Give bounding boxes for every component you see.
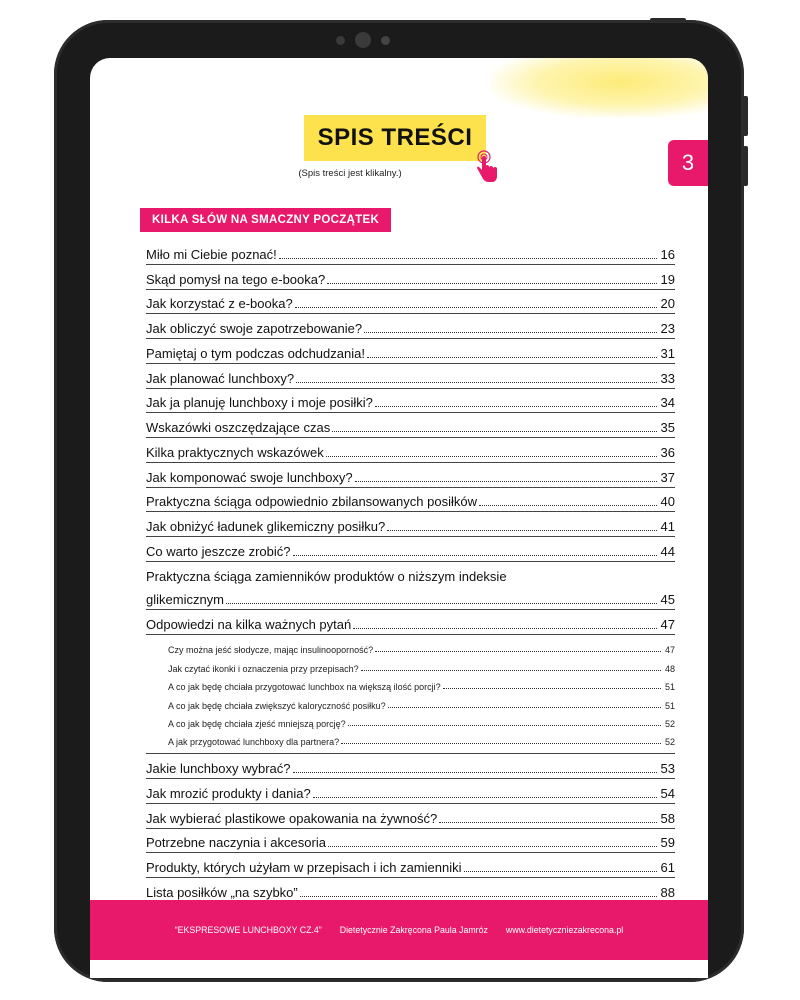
leader-dots: [341, 742, 661, 744]
toc-entry-page: 41: [660, 519, 675, 534]
toc-entry-title: Jak planować lunchboxy?: [146, 370, 295, 386]
toc-subentry-title: A co jak będę chciała zwiększyć kaloryczność posiłku?: [168, 700, 386, 711]
toc-subentry[interactable]: [168, 731, 675, 749]
toc-entry-title: Jak obliczyć swoje zapotrzebowanie?: [146, 321, 363, 336]
toc-entry-title: Potrzebne naczynia i akcesoria: [146, 835, 326, 851]
toc-subentry[interactable]: [168, 639, 675, 657]
toc-entry[interactable]: [146, 463, 675, 488]
toc-entry-page: 58: [660, 810, 675, 826]
toc-entry-page: 20: [660, 296, 675, 312]
leader-dots: [326, 455, 657, 457]
toc-entry-continued[interactable]: [146, 586, 675, 611]
section-label: KILKA SŁÓW NA SMACZNY POCZĄTEK: [140, 208, 391, 232]
toc-entry[interactable]: [146, 779, 675, 804]
toc-entry-page: 35: [660, 420, 675, 435]
toc-entry-page: 33: [660, 370, 675, 386]
toc-entry-title: Jak obniżyć ładunek glikemiczny posiłku?: [146, 519, 386, 534]
leader-dots: [364, 331, 656, 333]
toc-entry[interactable]: [146, 488, 675, 513]
sensor-dot: [381, 36, 390, 45]
page-screen: [90, 58, 708, 978]
toc-entry-title: Wskazówki oszczędzające czas: [146, 420, 331, 435]
toc-entry-page: 59: [660, 835, 675, 851]
toc-entry-title: Pamiętaj o tym podczas odchudzania!: [146, 345, 365, 361]
leader-dots: [226, 602, 657, 604]
toc-entry-title: Jakie lunchboxy wybrać?: [146, 761, 291, 777]
toc-subentry-page: 52: [664, 718, 675, 729]
toc-entry-title: Kilka praktycznych wskazówek: [146, 444, 324, 460]
toc-subentry[interactable]: [168, 676, 675, 694]
toc-entry-page: 44: [660, 543, 675, 559]
leader-dots: [367, 356, 657, 358]
page-title: SPIS TREŚCI: [317, 124, 473, 151]
leader-dots: [375, 650, 661, 652]
toc-entry[interactable]: [146, 290, 675, 315]
toc-entry-title: Jak ja planuję lunchboxy i moje posiłki?: [146, 395, 373, 411]
toc-entry[interactable]: [146, 829, 675, 854]
page-number-tab: 3: [668, 140, 708, 186]
toc-entry-page: 16: [660, 246, 675, 262]
leader-dots: [295, 306, 657, 308]
toc-entry-title: glikemicznym: [146, 592, 225, 608]
toc-entry[interactable]: [146, 240, 675, 265]
toc-subentry-title: A co jak będę chciała zjeść mniejszą porcję?: [168, 718, 346, 729]
toc-entry-page: 61: [660, 860, 675, 876]
leader-dots: [439, 821, 656, 823]
toc-subentry-title: A jak przygotować lunchboxy dla partnera?: [168, 737, 340, 748]
toc-entry-page: 40: [660, 494, 675, 510]
footer-url[interactable]: www.dietetyczniezakrecona.pl: [505, 925, 624, 935]
leader-dots: [313, 796, 657, 798]
page-footer: [90, 900, 708, 960]
toc-entry-wrapped[interactable]: [146, 562, 675, 586]
toc-entry[interactable]: [146, 364, 675, 389]
toc-subentry-page: 51: [664, 700, 675, 711]
title-highlight: [304, 115, 486, 161]
leader-dots: [375, 405, 657, 407]
leader-dots: [388, 706, 661, 708]
toc-entry-title: Lista posiłków „na szybko”: [146, 884, 298, 900]
toc-subentry-page: 47: [664, 645, 675, 656]
leader-dots: [279, 257, 657, 259]
subtitle-note: (Spis treści jest klikalny.): [298, 168, 402, 179]
toc-entry-title: Odpowiedzi na kilka ważnych pytań: [146, 617, 352, 632]
leader-dots: [328, 845, 657, 847]
toc-subentry-title: A co jak będę chciała przygotować lunchbox na większą ilość porcji?: [168, 682, 441, 693]
toc-entry[interactable]: [146, 389, 675, 414]
toc-entry[interactable]: [146, 853, 675, 878]
camera-bar: [336, 30, 390, 50]
toc-entry[interactable]: [146, 754, 675, 779]
toc-entry-title: Jak mrozić produkty i dania?: [146, 785, 311, 801]
leader-dots: [296, 381, 656, 383]
leader-dots: [293, 554, 657, 556]
toc-subentry[interactable]: [168, 657, 675, 675]
toc-entry-page: 47: [660, 617, 675, 632]
leader-dots: [443, 687, 661, 689]
toc-entry[interactable]: [146, 804, 675, 829]
footer-author: Dietetycznie Zakręcona Paula Jamróz: [339, 925, 488, 935]
footer-book-title: “EKSPRESOWE LUNCHBOXY CZ.4”: [174, 925, 322, 935]
toc-entry[interactable]: [146, 610, 675, 635]
toc-entry-page: 34: [660, 395, 675, 411]
toc-entry-page: 23: [660, 321, 675, 336]
toc-entry-title: Co warto jeszcze zrobić?: [146, 543, 291, 559]
toc-entry-page: 54: [660, 785, 675, 801]
toc-subentry[interactable]: [168, 713, 675, 731]
toc-entry-title: Produkty, których użyłam w przepisach i ich zamienniki: [146, 860, 462, 876]
toc-subentry-title: Jak czytać ikonki i oznaczenia przy przepisach?: [168, 663, 359, 674]
table-of-contents: [146, 240, 675, 928]
tablet-side-button-1: [743, 96, 748, 136]
toc-entry-title: Praktyczna ściąga zamienników produktów o niższym indeksie: [146, 568, 507, 584]
toc-entry-page: 88: [660, 884, 675, 900]
toc-entry-title: Praktyczna ściąga odpowiednio zbilansowanych posiłków: [146, 494, 477, 510]
toc-entry[interactable]: [146, 314, 675, 339]
leader-dots: [355, 480, 657, 482]
toc-entry-title: Jak korzystać z e-booka?: [146, 296, 293, 312]
yellow-paint-splash: [490, 58, 708, 118]
leader-dots: [387, 529, 656, 531]
toc-subentry-page: 52: [664, 737, 675, 748]
toc-subentry-title: Czy można jeść słodycze, mając insulinooporność?: [168, 645, 374, 656]
toc-entry[interactable]: [146, 265, 675, 290]
toc-subentry[interactable]: [168, 694, 675, 712]
toc-subentry-page: 51: [664, 682, 675, 693]
toc-entry[interactable]: [146, 438, 675, 463]
toc-entry-title: Jak wybierać plastikowe opakowania na żywność?: [146, 810, 438, 826]
toc-entry-title: Miło mi Ciebie poznać!: [146, 246, 277, 262]
leader-dots: [361, 669, 661, 671]
toc-entry-page: 53: [660, 761, 675, 777]
toc-entry-page: 36: [660, 444, 675, 460]
camera-lens: [355, 32, 371, 48]
leader-dots: [479, 504, 657, 506]
toc-subentry-page: 48: [664, 663, 675, 674]
toc-entry-page: 37: [660, 469, 675, 485]
leader-dots: [332, 430, 656, 432]
leader-dots: [293, 771, 657, 773]
toc-entry[interactable]: [146, 339, 675, 364]
toc-entry[interactable]: [146, 413, 675, 438]
toc-entry[interactable]: [146, 537, 675, 562]
toc-entry-title: Skąd pomysł na tego e-booka?: [146, 271, 326, 287]
tablet-side-button-2: [743, 146, 748, 186]
leader-dots: [353, 627, 656, 629]
leader-dots: [348, 724, 661, 726]
toc-entry-page: 45: [660, 592, 675, 608]
leader-dots: [464, 870, 657, 872]
toc-entry[interactable]: [146, 512, 675, 537]
toc-entry-title: Jak komponować swoje lunchboxy?: [146, 469, 353, 485]
leader-dots: [300, 895, 657, 897]
tablet-side-button-top: [650, 18, 686, 22]
toc-entry-page: 19: [660, 271, 675, 287]
toc-entry-page: 31: [660, 345, 675, 361]
sensor-dot: [336, 36, 345, 45]
leader-dots: [327, 282, 656, 284]
